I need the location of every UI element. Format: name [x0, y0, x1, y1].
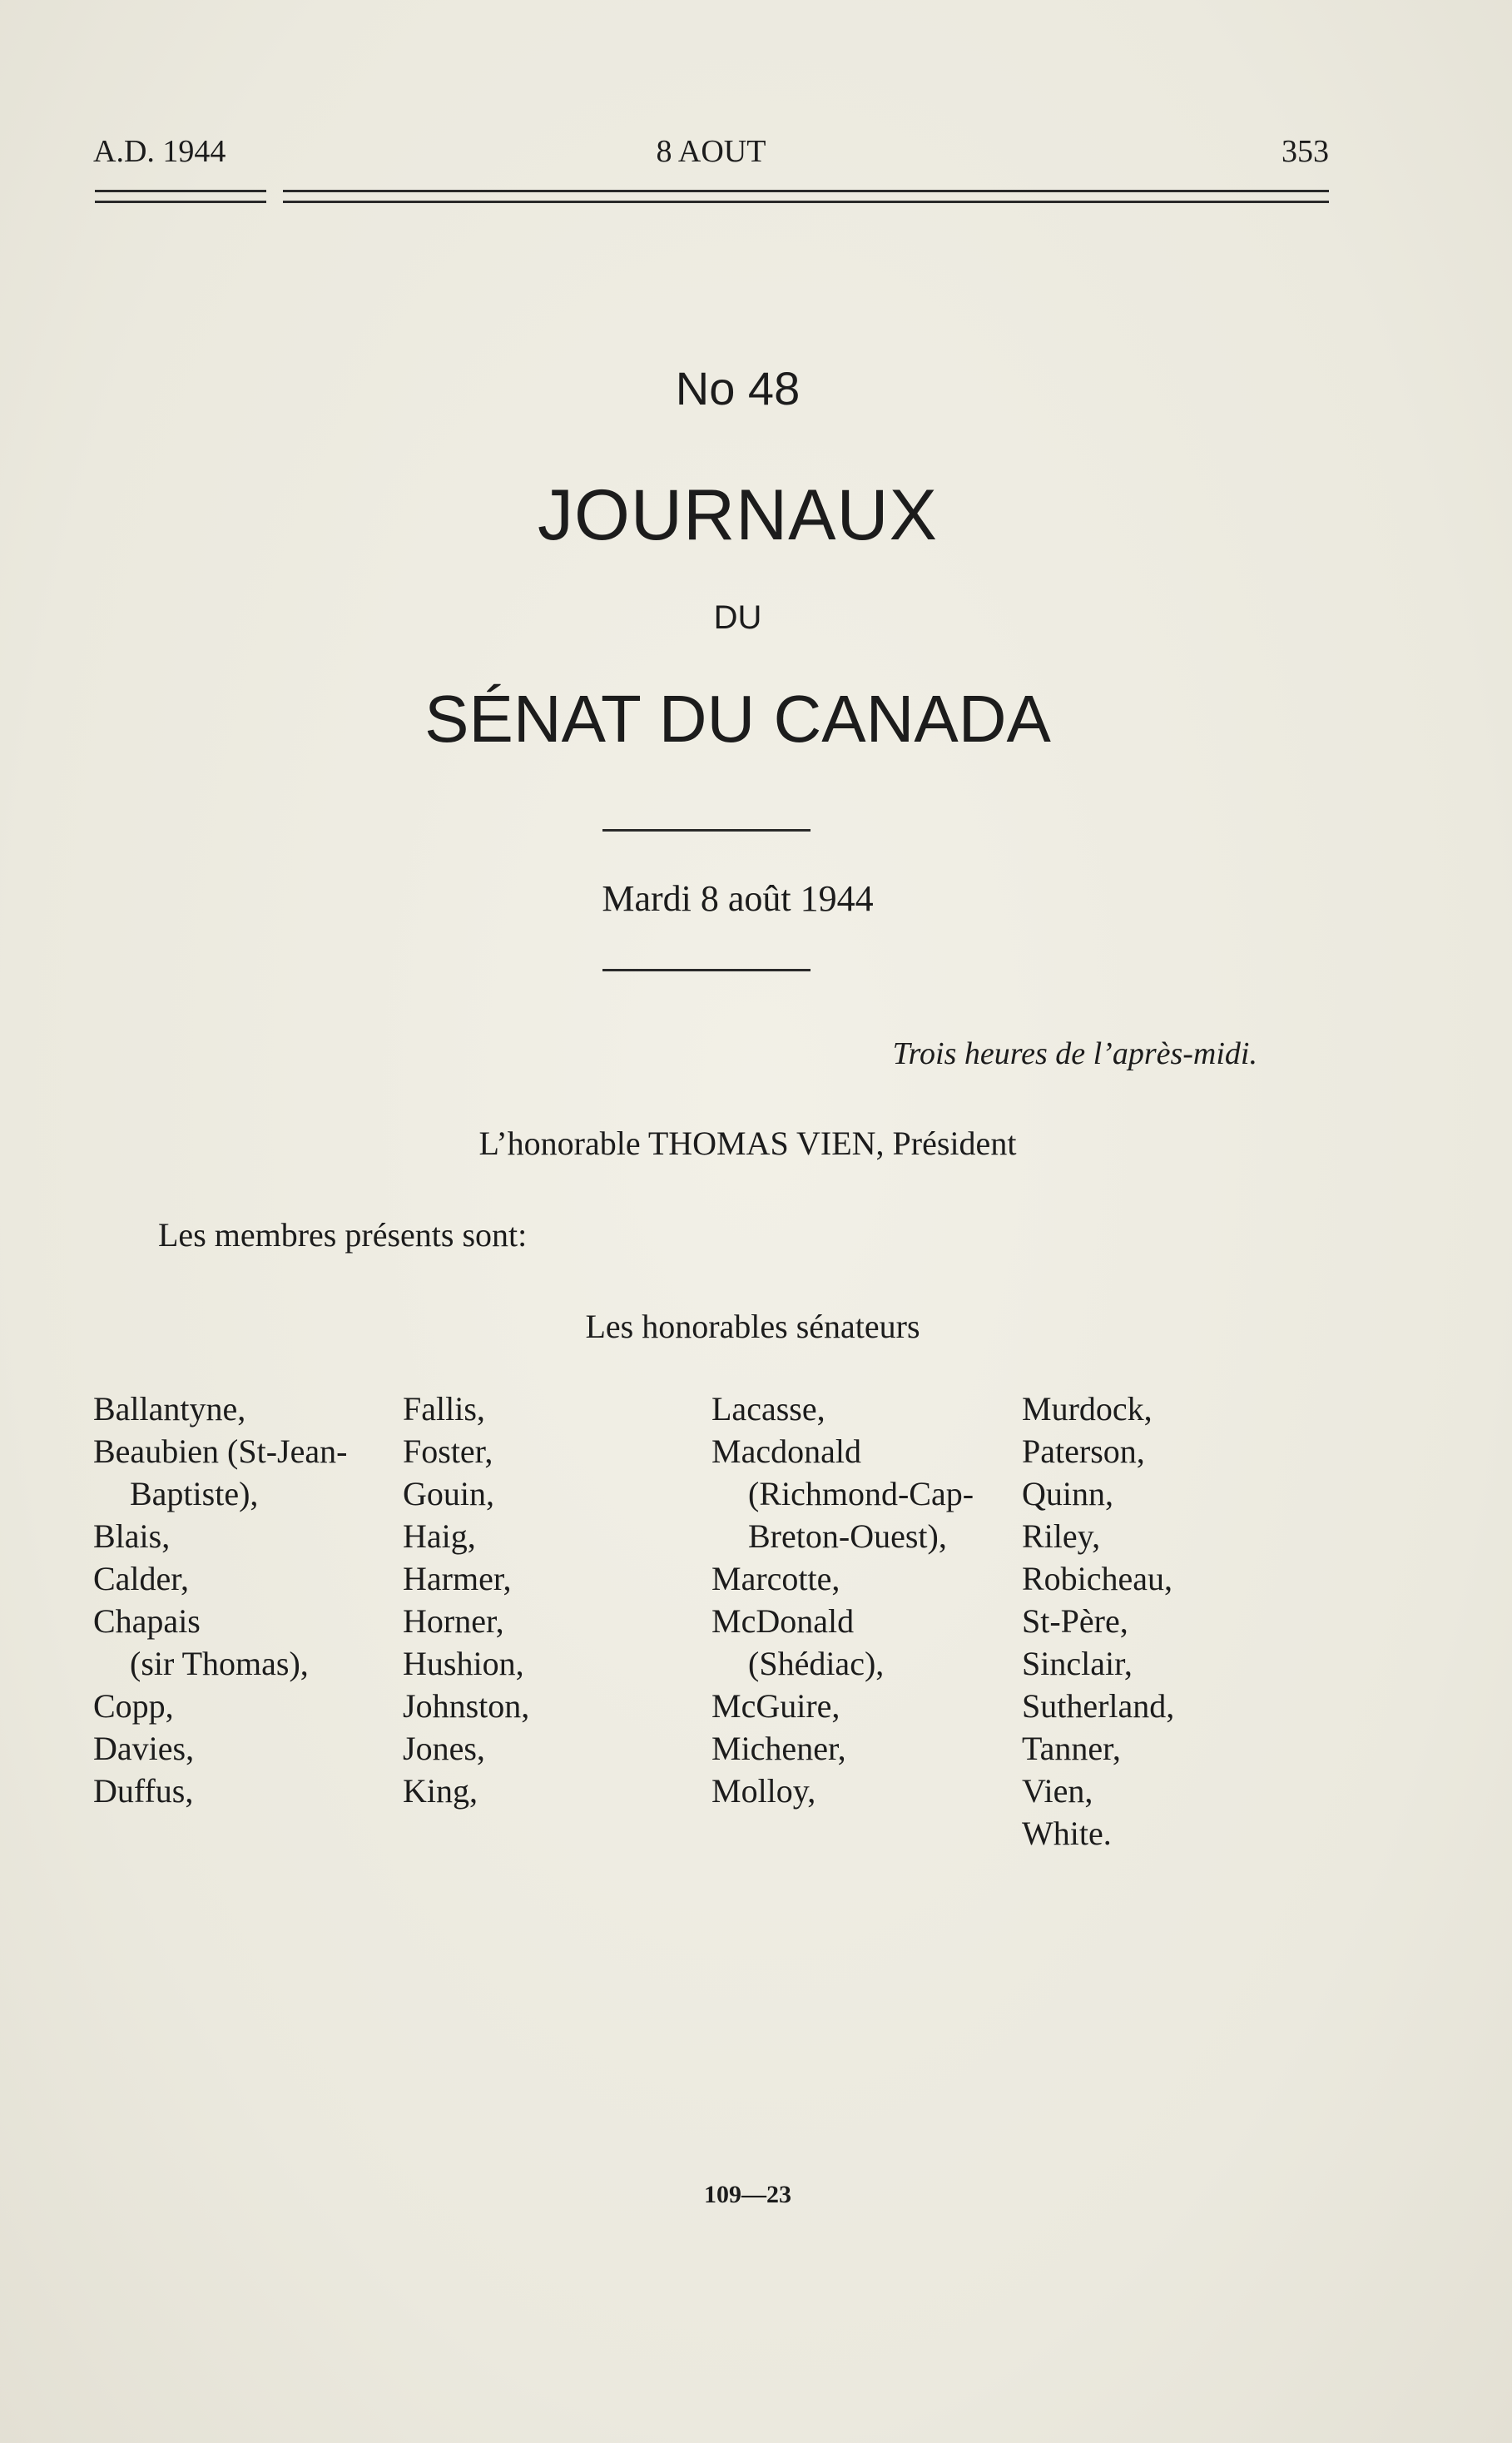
senator-name: Michener, [711, 1730, 846, 1767]
president-line: L’honorable THOMAS VIEN, Président [478, 1125, 1017, 1162]
journal-title-du: DU [713, 599, 762, 636]
senator-name: St-Père, [1022, 1602, 1128, 1640]
senator-name: Beaubien (St-Jean- [93, 1433, 348, 1470]
senator-name: Murdock, [1022, 1390, 1153, 1428]
sitting-date: Mardi 8 août 1944 [602, 878, 874, 919]
running-head-year: A.D. 1944 [93, 134, 226, 169]
senator-name: Chapais [93, 1602, 201, 1640]
header-rule-right [283, 190, 1329, 203]
senators-column-1 [93, 1388, 347, 1812]
senator-name: Tanner, [1022, 1730, 1121, 1767]
senator-name: Harmer, [403, 1560, 512, 1597]
senator-name: (Richmond-Cap- [748, 1475, 974, 1512]
senator-name: (Shédiac), [748, 1645, 885, 1682]
senator-name: Calder, [93, 1560, 190, 1597]
senator-name: Duffus, [93, 1772, 194, 1810]
divider-rule-bottom [602, 969, 811, 971]
senator-name: Gouin, [403, 1475, 494, 1512]
senator-name: Hushion, [403, 1645, 524, 1682]
header-rule-left [95, 190, 266, 203]
senator-name: White. [1022, 1815, 1112, 1852]
senator-name: Riley, [1022, 1517, 1101, 1555]
senator-name: Breton-Ouest), [748, 1517, 947, 1555]
senators-heading: Les honorables sénateurs [585, 1308, 920, 1345]
senator-name: Copp, [93, 1687, 174, 1725]
senator-name: (sir Thomas), [130, 1645, 309, 1682]
senator-name: Sutherland, [1022, 1687, 1175, 1725]
page-number: 353 [1281, 134, 1329, 169]
senator-name: McGuire, [711, 1687, 840, 1725]
running-head-date: 8 AOUT [656, 134, 766, 169]
running-head [93, 133, 1329, 171]
senators-column-3 [711, 1388, 974, 1812]
senator-name: McDonald [711, 1602, 855, 1640]
senator-name: Sinclair, [1022, 1645, 1133, 1682]
senator-name: Blais, [93, 1517, 171, 1555]
senator-name: Jones, [403, 1730, 485, 1767]
senator-name: Paterson, [1022, 1433, 1145, 1470]
senator-name: Vien, [1022, 1772, 1093, 1810]
senator-name: Ballantyne, [93, 1390, 246, 1428]
senator-name: Macdonald [711, 1433, 861, 1470]
sitting-time: Trois heures de l’après-midi. [892, 1036, 1257, 1071]
senators-column-2 [403, 1388, 529, 1812]
senate-title: SÉNAT DU CANADA [424, 682, 1051, 756]
senator-name: Marcotte, [711, 1560, 840, 1597]
senator-name: Haig, [403, 1517, 476, 1555]
senator-name: Foster, [403, 1433, 493, 1470]
senator-name: Molloy, [711, 1772, 816, 1810]
senators-column-4 [1022, 1388, 1174, 1855]
senator-name: Johnston, [403, 1687, 530, 1725]
journal-number: No 48 [675, 362, 801, 415]
journal-title: JOURNAUX [537, 475, 939, 555]
senator-name: Fallis, [403, 1390, 485, 1428]
senator-name: Lacasse, [711, 1390, 825, 1428]
senator-name: Davies, [93, 1730, 195, 1767]
signature-footer: 109—23 [704, 2181, 791, 2208]
senator-name: Horner, [403, 1602, 504, 1640]
senator-name: King, [403, 1772, 478, 1810]
senator-name: Robicheau, [1022, 1560, 1173, 1597]
senator-name: Baptiste), [130, 1475, 259, 1512]
senator-name: Quinn, [1022, 1475, 1113, 1512]
divider-rule-top [602, 829, 811, 832]
members-intro: Les membres présents sont: [158, 1216, 528, 1254]
